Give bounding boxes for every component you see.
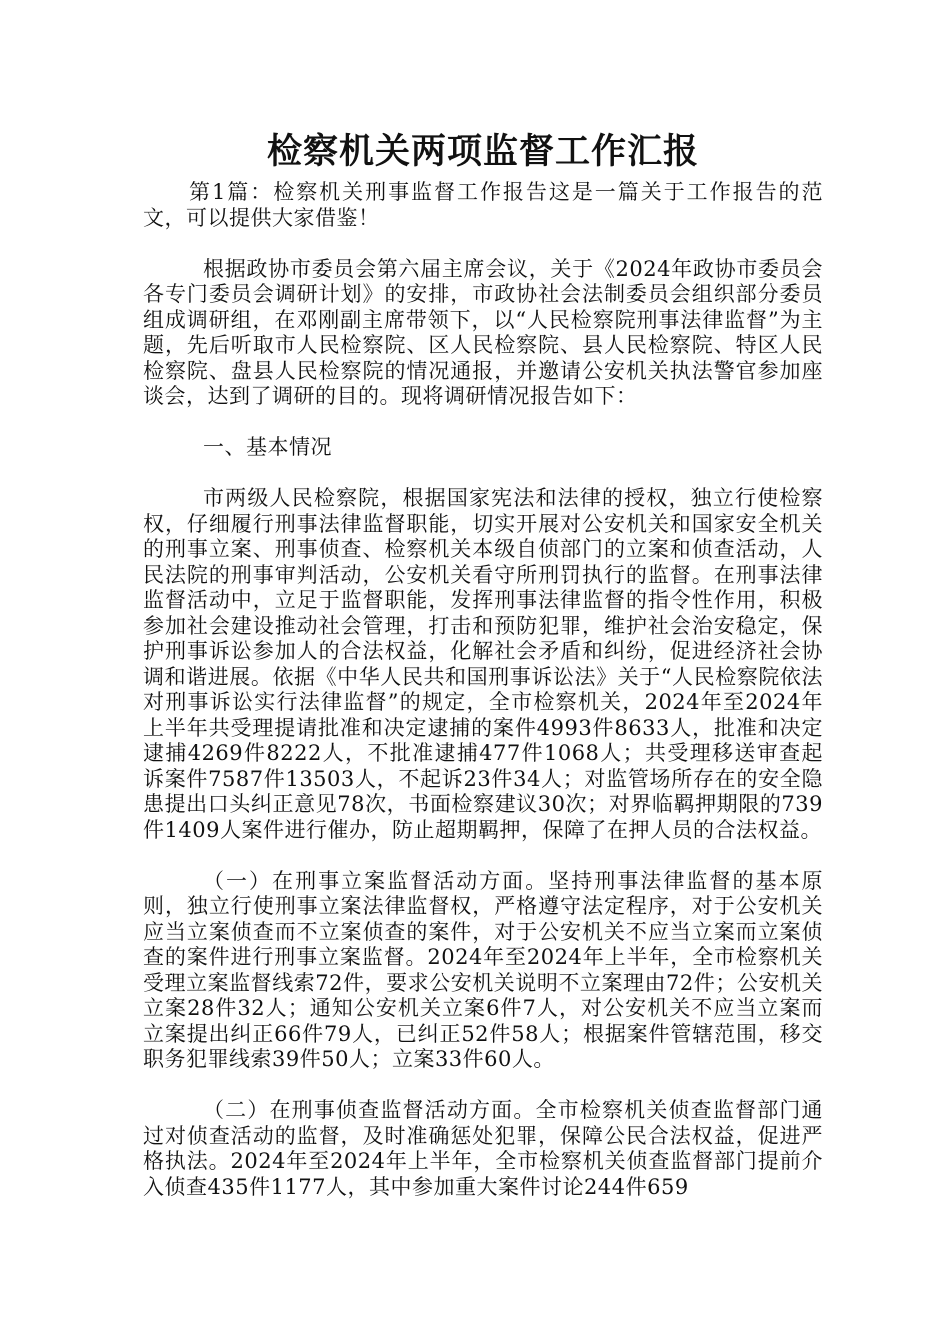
body-paragraph-2: 市两级人民检察院，根据国家宪法和法律的授权，独立行使检察权，仔细履行刑事法律监督职能，切实开展对公安机关和国家安全机关的刑事立案、刑事侦查、检察机关本级自侦部门的立案和侦查活动，人民法院的刑事审判活动，公安机关看守所刑罚执行的监督。在刑事法律监督活动中，立足于监督职能，发挥刑事法律监督的指令性作用，积极参加社会建设推动社会管理，打击和预防犯罪，维护社会治安稳定，保护刑事诉讼参加人的合法权益，化解社会矛盾和纠纷，促进经济社会协调和谐进展。依据《中华人民共和国刑事诉讼法》关于“人民检察院依法对刑事诉讼实行法律监督”的规定，全市检察机关，2024年至2024年上半年共受理提请批准和决定逮捕的案件4993件8633人，批准和决定逮捕4269件8222人，不批准逮捕477件1068人；共受理移送审查起诉案件7587件13503人，不起诉23件34人；对监管场所存在的安全隐患提出口头纠正意见78次，书面检察建议30次；对界临羁押期限的739件1409人案件进行催办，防止超期羁押，保障了在押人员的合法权益。 bbox=[143, 486, 823, 842]
paragraph-gap bbox=[143, 1073, 823, 1099]
body-paragraph-3: （一）在刑事立案监督活动方面。坚持刑事法律监督的基本原则，独立行使刑事立案法律监督权，严格遵守法定程序，对于公安机关应当立案侦查而不立案侦查的案件，对于公安机关不应当立案而立案侦查的案件进行刑事立案监督。2024年至2024年上半年，全市检察机关受理立案监督线索72件，要求公安机关说明不立案理由72件；公安机关立案28件32人；通知公安机关立案6件7人，对公安机关不应当立案而立案提出纠正66件79人，已纠正52件58人；根据案件管辖范围，移交职务犯罪线索39件50人；立案33件60人。 bbox=[143, 868, 823, 1071]
body-paragraph-1: 根据政协市委员会第六届主席会议，关于《2024年政协市委员会各专门委员会调研计划》的安排，市政协社会法制委员会组织部分委员组成调研组，在邓刚副主席带领下，以“人民检察院刑事法律监督”为主题，先后听取市人民检察院、区人民检察院、县人民检察院、特区人民检察院、盘县人民检察院的情况通报，并邀请公安机关执法警官参加座谈会，达到了调研的目的。现将调研情况报告如下： bbox=[143, 256, 823, 408]
intro-paragraph: 第1篇：检察机关刑事监督工作报告这是一篇关于工作报告的范文，可以提供大家借鉴！ bbox=[143, 180, 823, 230]
body-paragraph-4: （二）在刑事侦查监督活动方面。全市检察机关侦查监督部门通过对侦查活动的监督，及时准确惩处犯罪，保障公民合法权益，促进严格执法。2024年至2024年上半年，全市检察机关侦查监督部门提前介入侦查435件1177人，其中参加重大案件讨论244件659 bbox=[143, 1098, 823, 1199]
paragraph-gap bbox=[143, 461, 823, 487]
paragraph-gap bbox=[143, 410, 823, 436]
document-page bbox=[143, 128, 823, 1200]
paragraph-gap bbox=[143, 231, 823, 257]
section-heading-basic: 一、基本情况 bbox=[203, 435, 332, 459]
document-title: 检察机关两项监督工作汇报 bbox=[266, 131, 699, 172]
paragraph-gap bbox=[143, 843, 823, 869]
